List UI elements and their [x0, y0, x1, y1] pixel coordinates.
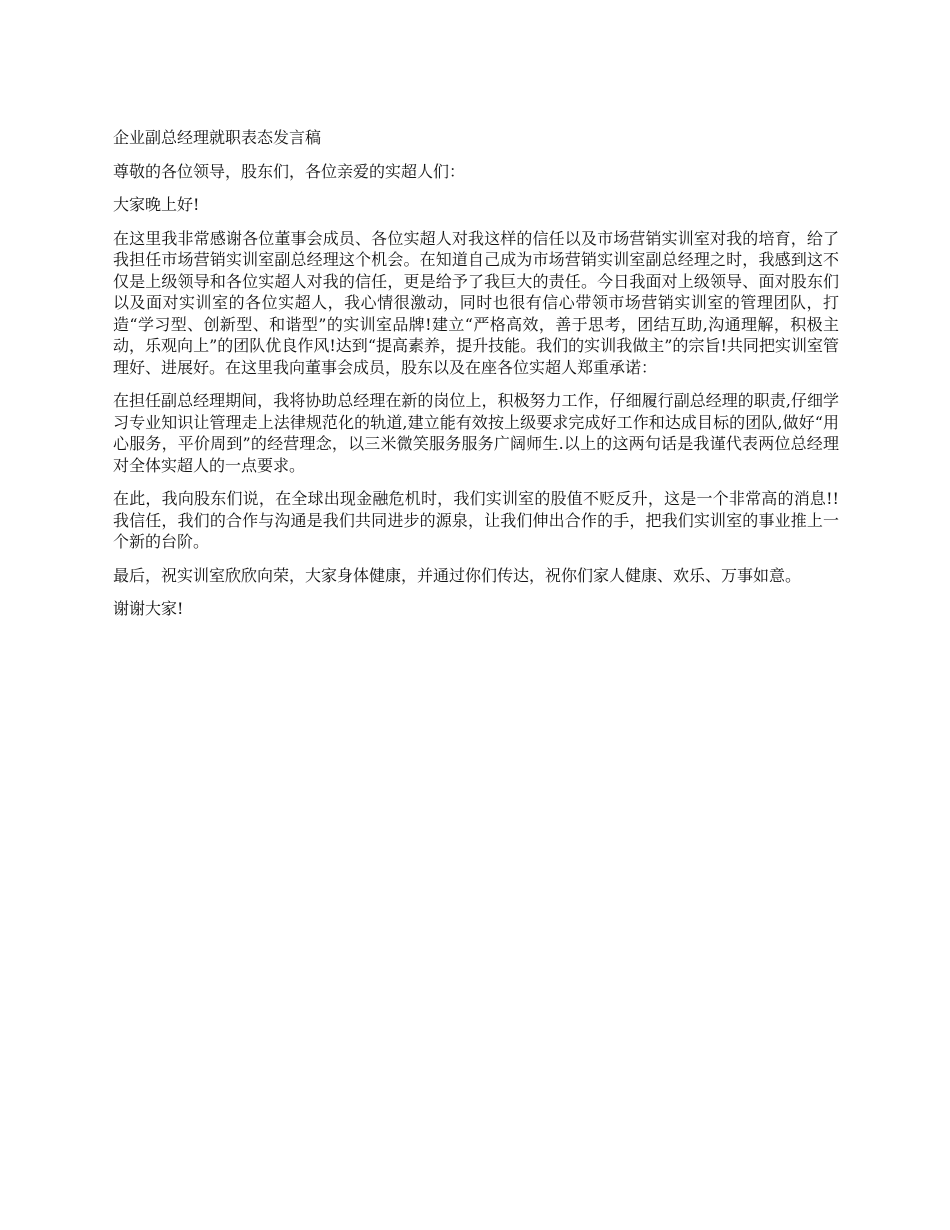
document-title: 企业副总经理就职表态发言稿	[113, 128, 322, 147]
closing: 谢谢大家!	[113, 599, 184, 618]
body-paragraph-1: 在这里我非常感谢各位董事会成员、各位实超人对我这样的信任以及市场营销实训室对我的培育，给了我担任市场营销实训室副总经理这个机会。在知道自己成为市场营销实训室副总经理之时，我感到这不仅是上级领导和各位实超人对我的信任，更是给予了我巨大的责任。今日我面对上级领导、面对股东们以及面对实训室的各位实超人，我心情很激动，同时也很有信心带领市场营销实训室的管理团队，打造“学习型、创新型、和谐型”的实训室品牌!建立“严格高效，善于思考，团结互助,沟通理解，积极主动，乐观向上”的团队优良作风!达到“提高素养，提升技能。我们的实训我做主”的宗旨!共同把实训室管理好、进展好。在这里我向董事会成员，股东以及在座各位实超人郑重承诺：	[113, 228, 839, 377]
salutation: 尊敬的各位领导，股东们，各位亲爱的实超人们：	[113, 161, 466, 181]
body-paragraph-4: 最后，祝实训室欣欣向荣，大家身体健康，并通过你们传达，祝你们家人健康、欢乐、万事如意。	[113, 565, 802, 585]
greeting: 大家晚上好!	[113, 195, 200, 214]
body-paragraph-2: 在担任副总经理期间，我将协助总经理在新的岗位上，积极努力工作，仔细履行副总经理的职责,仔细学习专业知识让管理走上法律规范化的轨道,建立能有效按上级要求完成好工作和达成目标的团队,做好“用心服务，平价周到”的经营理念，以三米微笑服务服务广阔师生.以上的这两句话是我谨代表两位总经理对全体实超人的一点要求。	[113, 391, 839, 475]
document-page	[113, 127, 839, 632]
body-paragraph-3: 在此，我向股东们说，在全球出现金融危机时，我们实训室的股值不贬反升，这是一个非常高的消息!!我信任，我们的合作与沟通是我们共同进步的源泉，让我们伸出合作的手，把我们实训室的事业推上一个新的台阶。	[113, 489, 839, 551]
